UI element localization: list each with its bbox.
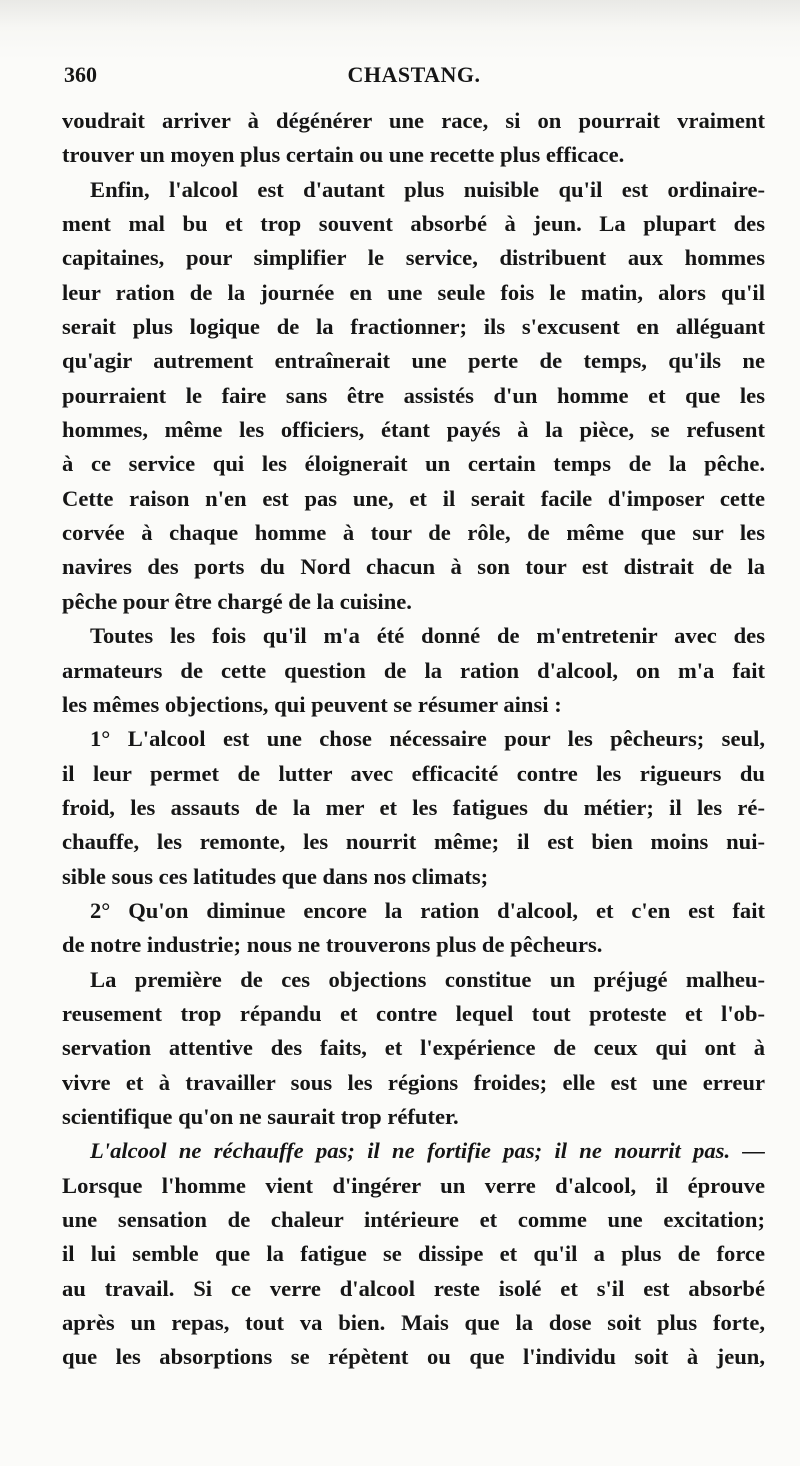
paragraph [62,1134,765,1374]
paragraph [62,722,765,894]
text-line: capitaines, pour simplifier le service, distribuent aux hommes [62,245,765,271]
text-line: au travail. Si ce verre d'alcool reste isolé et s'il est absorbé [62,1275,765,1301]
page-number: 360 [64,62,97,87]
text-line: une sensation de chaleur intérieure et comme une excitation; [62,1207,765,1232]
running-head: CHASTANG. [347,62,481,87]
paragraph [62,104,765,173]
text-line: Toutes les fois qu'il m'a été donné de m'entretenir avec des [90,623,765,649]
text-line: 2° Qu'on diminue encore la ration d'alcool, et c'en est fait [90,897,765,923]
paragraph [62,619,765,722]
text-line: navires des ports du Nord chacun à son tour est distrait de la [62,554,765,580]
paragraph [62,173,765,619]
text-line: de notre industrie; nous ne trouverons plus de pêcheurs. [62,932,603,958]
text-line: pêche pour être chargé de la cuisine. [62,588,412,614]
text-line: scientifique qu'on ne saurait trop réfuter. [62,1103,459,1129]
text-line: Lorsque l'homme vient d'ingérer un verre d'alcool, il éprouve [62,1172,765,1198]
text-line: armateurs de cette question de la ration d'alcool, on m'a fait [62,657,765,683]
text-line: La première de ces objections constitue un préjugé malheu- [90,966,765,992]
text-line: après un repas, tout va bien. Mais que la dose soit plus forte, [62,1310,765,1336]
text-line: les mêmes objections, qui peuvent se résumer ainsi : [62,691,562,717]
text-line: Cette raison n'en est pas une, et il serait facile d'imposer cette [62,485,765,511]
text-line: leur ration de la journée en une seule fois le matin, alors qu'il [62,279,765,305]
text-line: froid, les assauts de la mer et les fatigues du métier; il les ré- [62,794,765,820]
text-line: hommes, même les officiers, étant payés à la pièce, se refusent [62,417,765,443]
text-line: servation attentive des faits, et l'expérience de ceux qui ont à [62,1035,765,1061]
text-line: corvée à chaque homme à tour de rôle, de même que sur les [62,520,765,546]
text-line: L'alcool ne réchauffe pas; il ne fortifie pas; il ne nourrit pas. — [90,1138,765,1164]
text-line: il lui semble que la fatigue se dissipe et qu'il a plus de force [62,1241,765,1267]
text-line: reusement trop répandu et contre lequel tout proteste et l'ob- [62,1000,765,1026]
text-line: sible sous ces latitudes que dans nos climats; [62,863,489,889]
text-line: Enfin, l'alcool est d'autant plus nuisible qu'il est ordinaire- [90,176,765,202]
paragraph [62,894,765,963]
text-line: 1° L'alcool est une chose nécessaire pour les pêcheurs; seul, [90,726,765,752]
text-line: ment mal bu et trop souvent absorbé à jeun. La plupart des [62,211,765,237]
text-line: serait plus logique de la fractionner; ils s'excusent en alléguant [62,314,765,340]
text-line: vivre et à travailler sous les régions froides; elle est une erreur [62,1069,765,1095]
text-line: voudrait arriver à dégénérer une race, si on pourrait vraiment [62,108,765,133]
text-line: que les absorptions se répètent ou que l'individu soit à jeun, [62,1344,765,1370]
text-line: à ce service qui les éloignerait un certain temps de la pêche. [62,451,765,477]
text-line: trouver un moyen plus certain ou une recette plus efficace. [62,142,625,168]
text-line: pourraient le faire sans être assistés d'un homme et que les [62,382,765,408]
body-text [62,104,765,1375]
text-line: chauffe, les remonte, les nourrit même; il est bien moins nui- [62,829,765,855]
text-line: qu'agir autrement entraînerait une perte de temps, qu'ils ne [62,348,765,374]
paragraph [62,963,765,1135]
page-header [64,62,764,96]
text-line: il leur permet de lutter avec efficacité contre les rigueurs du [62,760,765,786]
